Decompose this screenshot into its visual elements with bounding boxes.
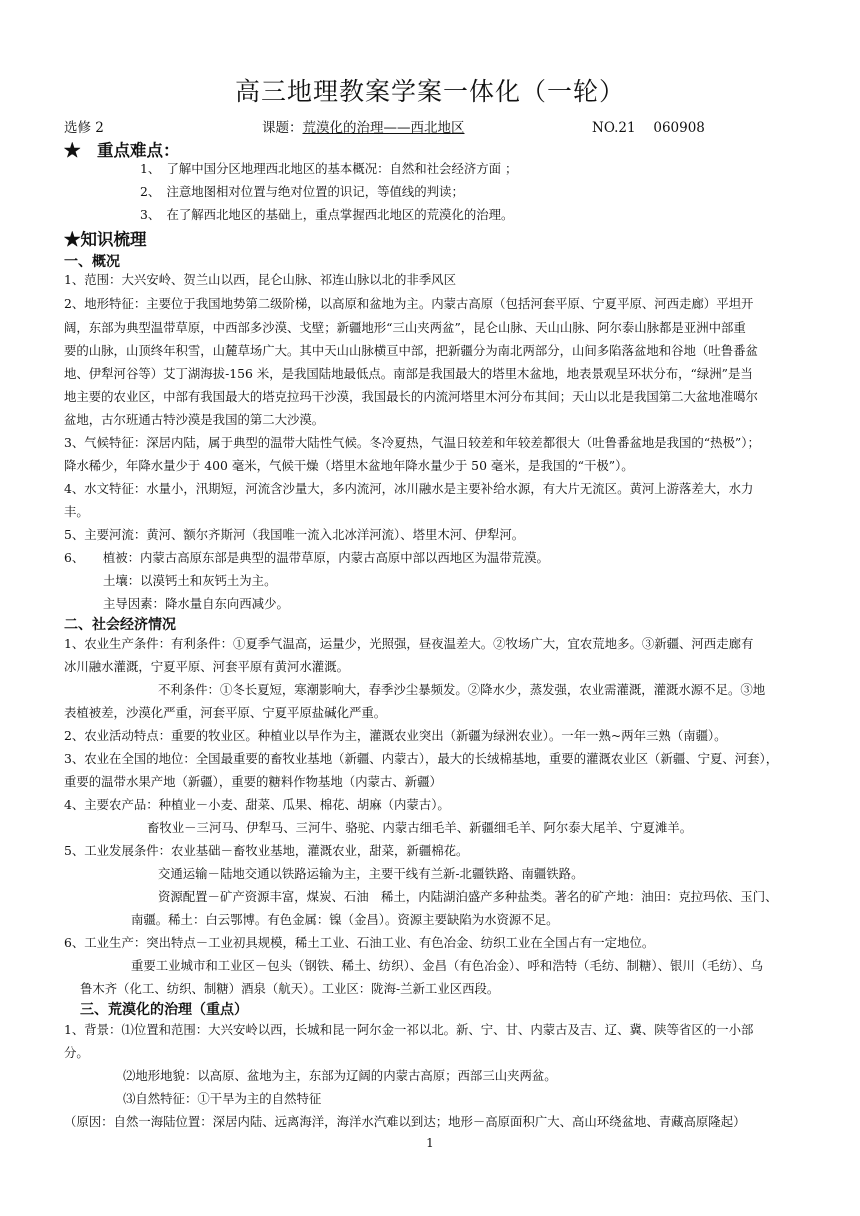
section2-line: 4、主要农产品：种植业－小麦、甜菜、瓜果、棉花、胡麻（内蒙古）。	[64, 797, 450, 812]
section2-line: 资源配置－矿产资源丰富，煤炭、石油 稀土，内陆湖泊盛产多种盐类。著名的矿产地：油田：克拉玛依、玉门、	[158, 889, 778, 904]
lesson-number: NO.21 060908	[592, 120, 705, 136]
section1-line: 6、 植被：内蒙古高原东部是典型的温带草原，内蒙古高原中部以西地区为温带荒漠。	[64, 550, 549, 565]
topic-label: 课题：	[262, 120, 303, 136]
course-label: 选修 2	[64, 120, 104, 136]
document-meta	[64, 116, 824, 136]
section1-line: 阔，东部为典型温带草原，中西部多沙漠、戈壁；新疆地形“三山夹两盆”，昆仑山脉、天山山脉、阿尔泰山脉都是亚洲中部重	[64, 320, 746, 335]
section3-line: （原因：自然一海陆位置：深居内陆、远离海洋，海洋水汽难以到达；地形－高原面积广大、高山环绕盆地、青藏高原隆起）	[64, 1114, 746, 1129]
key-point-1: 1、 了解中国分区地理西北地区的基本概况：自然和社会经济方面 ；	[140, 161, 518, 176]
section1-line: 要的山脉，山顶终年积雪，山麓草场广大。其中天山山脉横亘中部，把新疆分为南北两部分，山间多陷落盆地和谷地（吐鲁番盆	[64, 343, 758, 358]
section3-line: 1、背景：⑴位置和范围：大兴安岭以西，长城和昆一阿尔金一祁以北。新、宁、甘、内蒙古及吉、辽、冀、陕等省区的一小部	[64, 1022, 754, 1037]
page-number: 1	[426, 1136, 434, 1150]
section1-line: 5、主要河流：黄河、额尔齐斯河（我国唯一流入北冰洋河流）、塔里木河、伊犁河。	[64, 527, 525, 542]
section2-line: 重要的温带水果产地（新疆），重要的糖料作物基地（内蒙古、新疆）	[64, 774, 442, 789]
section3-line: 分。	[64, 1045, 89, 1060]
section1-line: 地主要的农业区，中部有我国最大的塔克拉玛干沙漠，我国最长的内流河塔里木河分布其间；天山以北是我国第二大盆地准噶尔	[64, 389, 758, 404]
section1-line: 2、地形特征：主要位于我国地势第二级阶梯，以高原和盆地为主。内蒙古高原（包括河套平原、宁夏平原、河西走廊）平坦开	[64, 296, 754, 311]
section1-line: 主导因素：降水量自东向西减少。	[103, 596, 289, 611]
document-title: 高三地理教案学案一体化（一轮）	[234, 77, 625, 106]
section2-line: 南疆。稀土：白云鄂博。有色金属：镍（金昌）。资源主要缺陷为水资源不足。	[131, 912, 559, 927]
section1-line: 降水稀少，年降水量少于 400 毫米，气候干燥（塔里木盆地年降水量少于 50 毫米，是我国的“干极”）。	[64, 458, 634, 473]
topic-line	[262, 116, 465, 136]
section1-line: 1、范围：大兴安岭、贺兰山以西，昆仑山脉、祁连山脉以北的非季风区	[64, 272, 456, 287]
section3-heading: 三、荒漠化的治理（重点）	[80, 1002, 248, 1018]
section2-line: 5、工业发展条件：农业基础－畜牧业基地，灌溉农业，甜菜，新疆棉花。	[64, 843, 469, 858]
section2-line: 1、农业生产条件：有利条件：①夏季气温高，运量少，光照强，昼夜温差大。②牧场广大，宜农荒地多。③新疆、河西走廊有	[64, 636, 754, 651]
section2-line: 重要工业城市和工业区－包头（钢铁、稀土、纺织）、金昌（有色冶金）、呼和浩特（毛纺、制糖）、银川（毛纺）、乌	[131, 958, 763, 973]
section2-line: 6、工业生产：突出特点－工业初具规模，稀土工业、石油工业、有色冶金、纺织工业在全国占有一定地位。	[64, 935, 655, 950]
knowledge-heading: ★知识梳理	[64, 230, 147, 249]
section1-line: 地、伊犁河谷等）艾丁湖海拔-156 米，是我国陆地最低点。南部是我国最大的塔里木盆地，地表景观呈环状分布，“绿洲”是当	[64, 366, 753, 381]
section3-line: ⑵地形地貌：以高原、盆地为主，东部为辽阔的内蒙古高原；西部三山夹两盆。	[123, 1068, 557, 1083]
section1-heading: 一、概况	[64, 254, 120, 270]
section2-line: 鲁木齐（化工、纺织、制糖）酒泉（航天）。工业区：陇海-兰新工业区西段。	[80, 981, 500, 996]
section1-line: 丰。	[64, 504, 89, 519]
section1-line: 土壤：以漠钙土和灰钙土为主。	[103, 573, 277, 588]
section2-line: 3、农业在全国的地位：全国最重要的畜牧业基地（新疆、内蒙古），最大的长绒棉基地，重要的灌溉农业区（新疆、宁夏、河套），	[64, 751, 779, 766]
topic-title: 荒漠化的治理——西北地区	[302, 120, 465, 136]
section2-heading: 二、社会经济情况	[64, 617, 176, 633]
key-point-2: 2、 注意地图相对位置与绝对位置的识记，等值线的判读；	[140, 184, 464, 199]
section2-line: 2、农业活动特点：重要的牧业区。种植业以旱作为主，灌溉农业突出（新疆为绿洲农业）。一年一熟~两年三熟（南疆）。	[64, 728, 727, 743]
key-points-heading: ★ 重点难点：	[64, 141, 180, 160]
section2-line: 不利条件：①冬长夏短，寒潮影响大，春季沙尘暴频发。②降水少，蒸发强，农业需灌溉，灌溉水源不足。③地	[158, 682, 766, 697]
section2-line: 冰川融水灌溉，宁夏平原、河套平原有黄河水灌溉。	[64, 659, 349, 674]
section3-line: ⑶自然特征：①干旱为主的自然特征	[123, 1091, 322, 1106]
section1-line: 3、气候特征：深居内陆，属于典型的温带大陆性气候。冬冷夏热，气温日较差和年较差都很大（吐鲁番盆地是我国的“热极”）；	[64, 435, 760, 450]
section1-line: 4、水文特征：水量小，汛期短，河流含沙量大，多内流河，冰川融水是主要补给水源，有大片无流区。黄河上游落差大，水力	[64, 481, 754, 496]
section2-line: 交通运输－陆地交通以铁路运输为主，主要干线有兰新-北疆铁路、南疆铁路。	[158, 866, 584, 881]
section2-line: 表植被差，沙漠化严重，河套平原、宁夏平原盐碱化严重。	[64, 705, 387, 720]
section2-line: 畜牧业－三河马、伊犁马、三河牛、骆驼、内蒙古细毛羊、新疆细毛羊、阿尔泰大尾羊、宁夏滩羊。	[147, 820, 693, 835]
key-point-3: 3、 在了解西北地区的基础上，重点掌握西北地区的荒漠化的治理。	[140, 207, 514, 222]
section1-line: 盆地，古尔班通古特沙漠是我国的第二大沙漠。	[64, 412, 325, 427]
